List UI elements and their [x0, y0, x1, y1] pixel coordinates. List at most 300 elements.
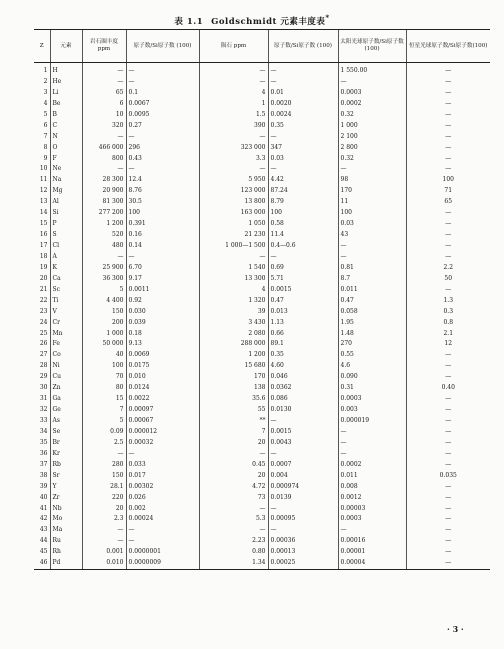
table-cell: — — [406, 230, 490, 241]
table-cell: 0.0175 — [126, 361, 199, 372]
table-cell: — — [82, 63, 126, 77]
table-cell: 480 — [82, 241, 126, 252]
table-cell: 0.4—0.6 — [268, 241, 338, 252]
table-cell: 11 — [338, 197, 406, 208]
table-cell: 0.0000009 — [126, 558, 199, 569]
table-cell: H — [50, 63, 82, 77]
table-row — [34, 493, 490, 504]
table-cell: 10 — [82, 110, 126, 121]
table-cell: 2.5 — [82, 438, 126, 449]
table-row — [34, 63, 490, 77]
table-cell: 0.35 — [268, 121, 338, 132]
table-cell: 2.23 — [199, 536, 268, 547]
table-cell: — — [82, 132, 126, 143]
table-row — [34, 241, 490, 252]
table-cell: 2.3 — [82, 514, 126, 525]
table-cell: 29 — [39, 373, 48, 381]
table-cell: 4 — [199, 285, 268, 296]
table-cell: 5 — [82, 285, 126, 296]
table-cell: 36 300 — [82, 274, 126, 285]
table-cell: — — [406, 143, 490, 154]
table-cell: 288 000 — [199, 339, 268, 350]
table-cell: 0.8 — [406, 318, 490, 329]
table-cell: 98 — [338, 175, 406, 186]
table-cell: 0.003 — [338, 405, 406, 416]
table-cell: 4.6 — [338, 361, 406, 372]
table-cell: 200 — [82, 318, 126, 329]
table-row — [34, 339, 490, 350]
page-number: · 3 · — [447, 624, 464, 634]
table-cell: — — [406, 482, 490, 493]
table-cell: ** — [199, 416, 268, 427]
table-cell: 0.00003 — [338, 504, 406, 515]
table-cell: — — [126, 252, 199, 263]
table-cell: 20 900 — [82, 186, 126, 197]
table-cell: 65 — [406, 197, 490, 208]
table-cell: 0.14 — [126, 241, 199, 252]
table-cell: 1 050 — [199, 219, 268, 230]
table-row — [34, 525, 490, 536]
table-cell: Si — [50, 208, 82, 219]
table-row — [34, 504, 490, 515]
table-cell: 1.3 — [406, 296, 490, 307]
table-cell: 0.0002 — [338, 99, 406, 110]
table-cell: 12 — [406, 339, 490, 350]
table-cell: — — [268, 164, 338, 175]
table-row — [34, 427, 490, 438]
table-cell: 28.1 — [82, 482, 126, 493]
table-row — [34, 274, 490, 285]
table-cell: 73 — [199, 493, 268, 504]
table-cell: 0.010 — [82, 558, 126, 569]
table-row — [34, 449, 490, 460]
table-cell: 0.00016 — [338, 536, 406, 547]
table-cell: Cl — [50, 241, 82, 252]
table-cell: 0.090 — [338, 372, 406, 383]
table-row — [34, 438, 490, 449]
table-cell: — — [406, 416, 490, 427]
table-cell: — — [199, 525, 268, 536]
table-cell: 20 — [199, 438, 268, 449]
table-cell: 100 — [338, 208, 406, 219]
table-cell: 0.0069 — [126, 350, 199, 361]
table-cell: 46 — [34, 558, 50, 569]
table-cell: 0.391 — [126, 219, 199, 230]
table-cell: 65 — [82, 88, 126, 99]
table-cell: 0.0024 — [268, 110, 338, 121]
table-cell: 38 — [39, 471, 48, 479]
table-cell: 41 — [39, 504, 48, 512]
table-cell: — — [268, 525, 338, 536]
table-cell: Ti — [50, 296, 82, 307]
table-cell: Mn — [50, 329, 82, 340]
column-header-7: 恒星光球原子数/Si原子数(100) — [406, 30, 490, 63]
table-cell: C — [50, 121, 82, 132]
table-row — [34, 175, 490, 186]
table-cell: 150 — [82, 307, 126, 318]
table-cell: 8.76 — [126, 186, 199, 197]
table-cell: — — [406, 350, 490, 361]
table-cell: 270 — [338, 339, 406, 350]
table-cell: — — [406, 252, 490, 263]
table-cell: — — [82, 525, 126, 536]
caption-label: 表 1.1 — [174, 16, 204, 27]
table-row — [34, 307, 490, 318]
table-cell: 40 — [82, 350, 126, 361]
table-cell: 6 — [43, 121, 48, 129]
table-cell: Cr — [50, 318, 82, 329]
table-cell: — — [406, 132, 490, 143]
table-cell: 0.47 — [338, 296, 406, 307]
table-cell: 2 100 — [338, 132, 406, 143]
table-cell: 3 430 — [199, 318, 268, 329]
table-cell: — — [406, 285, 490, 296]
table-cell: Mg — [50, 186, 82, 197]
table-cell: 12 — [39, 187, 48, 195]
table-cell: — — [126, 449, 199, 460]
table-cell: 0.58 — [268, 219, 338, 230]
table-cell: 35.6 — [199, 394, 268, 405]
table-cell: 100 — [82, 361, 126, 372]
table-cell: Rb — [50, 460, 82, 471]
table-cell: — — [82, 252, 126, 263]
table-cell: 138 — [199, 383, 268, 394]
table-cell: 1 — [199, 99, 268, 110]
table-body — [34, 63, 490, 570]
table-cell: — — [406, 405, 490, 416]
table-cell: 296 — [126, 143, 199, 154]
table-cell: Li — [50, 88, 82, 99]
table-cell: 18 — [39, 252, 48, 260]
table-cell: 0.004 — [268, 471, 338, 482]
table-cell: 0.0011 — [126, 285, 199, 296]
table-cell: 0.010 — [126, 372, 199, 383]
table-cell: 0.001 — [82, 547, 126, 558]
table-cell: 150 — [82, 471, 126, 482]
table-cell: 2.1 — [406, 329, 490, 340]
table-cell: — — [126, 164, 199, 175]
table-cell: 43 — [39, 526, 48, 534]
table-cell: 0.0067 — [126, 99, 199, 110]
table-cell: — — [406, 99, 490, 110]
table-cell: 1 000 — [338, 121, 406, 132]
table-row — [34, 514, 490, 525]
table-cell: 21 — [39, 285, 48, 293]
table-cell: — — [406, 361, 490, 372]
table-cell: — — [406, 121, 490, 132]
table-row — [34, 394, 490, 405]
table-cell: — — [406, 449, 490, 460]
table-row — [34, 88, 490, 99]
table-cell: 0.66 — [268, 329, 338, 340]
table-cell: 1.13 — [268, 318, 338, 329]
table-cell: 3 — [43, 88, 48, 96]
table-cell: — — [268, 63, 338, 77]
table-cell: 8.79 — [268, 197, 338, 208]
table-cell: 9.13 — [126, 339, 199, 350]
table-cell: 10 — [39, 165, 48, 173]
table-header — [34, 30, 490, 63]
table-cell: 0.43 — [126, 154, 199, 165]
table-cell: 70 — [82, 372, 126, 383]
table-cell: 89.1 — [268, 339, 338, 350]
table-cell: 19 — [39, 263, 48, 271]
table-row — [34, 558, 490, 569]
column-header-6: 太阳光球原子数/Si原子数(100) — [338, 30, 406, 63]
table-cell: 0.002 — [126, 504, 199, 515]
table-cell: Ne — [50, 164, 82, 175]
table-cell: P — [50, 219, 82, 230]
table-row — [34, 186, 490, 197]
table-cell: 25 — [39, 329, 48, 337]
column-header-0: Z — [34, 30, 50, 63]
table-cell: Be — [50, 99, 82, 110]
table-cell: — — [406, 219, 490, 230]
table-cell: 0.31 — [338, 383, 406, 394]
table-cell: 21 230 — [199, 230, 268, 241]
table-cell: Ca — [50, 274, 82, 285]
table-cell: 0.000012 — [126, 427, 199, 438]
table-cell: 0.0003 — [338, 88, 406, 99]
table-cell: 40 — [39, 493, 48, 501]
table-cell: 1 000 — [82, 329, 126, 340]
table-cell: 6 — [82, 99, 126, 110]
table-cell: 3.3 — [199, 154, 268, 165]
table-cell: — — [338, 449, 406, 460]
table-cell: 1.95 — [338, 318, 406, 329]
table-cell: 43 — [338, 230, 406, 241]
table-cell: Ni — [50, 361, 82, 372]
column-header-4: 陨石 ppm — [199, 30, 268, 63]
table-cell: — — [406, 504, 490, 515]
table-cell: 23 — [39, 307, 48, 315]
table-cell: 5 — [43, 110, 48, 118]
table-cell: Ge — [50, 405, 82, 416]
table-cell: 320 — [82, 121, 126, 132]
table-cell: — — [268, 132, 338, 143]
table-cell: 0.16 — [126, 230, 199, 241]
table-cell: 0.00302 — [126, 482, 199, 493]
table-cell: Sr — [50, 471, 82, 482]
table-cell: — — [126, 63, 199, 77]
table-cell: — — [338, 252, 406, 263]
table-cell: 35 — [39, 438, 48, 446]
table-cell: 4.42 — [268, 175, 338, 186]
table-cell: 0.1 — [126, 88, 199, 99]
table-cell: Kr — [50, 449, 82, 460]
table-cell: 16 — [39, 231, 48, 239]
table-cell: S — [50, 230, 82, 241]
table-cell: 1.5 — [199, 110, 268, 121]
table-cell: 13 300 — [199, 274, 268, 285]
table-row — [34, 99, 490, 110]
table-cell: 4 400 — [82, 296, 126, 307]
table-cell: 0.01 — [268, 88, 338, 99]
table-row — [34, 405, 490, 416]
table-cell: 87.24 — [268, 186, 338, 197]
table-cell: 20 — [82, 504, 126, 515]
table-cell: 4.72 — [199, 482, 268, 493]
table-cell: — — [199, 504, 268, 515]
table-cell: — — [199, 132, 268, 143]
table-cell: — — [82, 536, 126, 547]
table-cell: — — [199, 252, 268, 263]
table-cell: 0.058 — [338, 307, 406, 318]
table-cell: Zr — [50, 493, 82, 504]
table-cell: 170 — [338, 186, 406, 197]
table-cell: 0.80 — [199, 547, 268, 558]
table-row — [34, 110, 490, 121]
table-cell: 30 — [39, 384, 48, 392]
table-cell: 20 — [199, 471, 268, 482]
table-cell: — — [406, 241, 490, 252]
table-cell: 0.00067 — [126, 416, 199, 427]
table-cell: 0.013 — [268, 307, 338, 318]
table-cell: 11 — [39, 176, 48, 184]
table-cell: 1 000—1 500 — [199, 241, 268, 252]
table-cell: 0.039 — [126, 318, 199, 329]
table-cell: 0.011 — [338, 471, 406, 482]
table-cell: — — [338, 525, 406, 536]
table-cell: 0.03 — [338, 219, 406, 230]
table-cell: 0.008 — [338, 482, 406, 493]
table-cell: 55 — [199, 405, 268, 416]
table-cell: 28 — [39, 362, 48, 370]
table-cell: 5 — [82, 416, 126, 427]
table-cell: Rh — [50, 547, 82, 558]
table-cell: 0.000019 — [338, 416, 406, 427]
column-header-3: 原子数/Si原子数 (100) — [126, 30, 199, 63]
table-cell: — — [82, 164, 126, 175]
table-cell: 20 — [39, 274, 48, 282]
table-cell: A — [50, 252, 82, 263]
table-cell: 466 000 — [82, 143, 126, 154]
table-cell: Fe — [50, 339, 82, 350]
table-cell: N — [50, 132, 82, 143]
table-cell: As — [50, 416, 82, 427]
table-cell: Se — [50, 427, 82, 438]
table-cell: 25 900 — [82, 263, 126, 274]
table-cell: 24 — [39, 318, 48, 326]
table-row — [34, 383, 490, 394]
table-cell: 0.0003 — [338, 394, 406, 405]
table-cell: 26 — [39, 340, 48, 348]
table-row — [34, 350, 490, 361]
table-cell: — — [406, 394, 490, 405]
table-cell: 45 — [39, 548, 48, 556]
table-cell: 0.18 — [126, 329, 199, 340]
table-cell: 0.0022 — [126, 394, 199, 405]
table-cell: 0.0003 — [338, 514, 406, 525]
table-cell: 13 — [39, 198, 48, 206]
table-cell: 280 — [82, 460, 126, 471]
table-row — [34, 460, 490, 471]
table-row — [34, 230, 490, 241]
table-cell: 4 — [43, 99, 48, 107]
table-cell: — — [268, 504, 338, 515]
table-cell: — — [199, 63, 268, 77]
table-cell: 220 — [82, 493, 126, 504]
table-cell: 0.32 — [338, 110, 406, 121]
table-cell: 32 — [39, 406, 48, 414]
table-row — [34, 252, 490, 263]
table-cell: Ga — [50, 394, 82, 405]
table-cell: K — [50, 263, 82, 274]
table-cell: 0.92 — [126, 296, 199, 307]
table-cell: 0.09 — [82, 427, 126, 438]
table-cell: 1 320 — [199, 296, 268, 307]
table-cell: 17 — [39, 242, 48, 250]
table-row — [34, 77, 490, 88]
table-cell: 8.7 — [338, 274, 406, 285]
table-cell: 71 — [406, 186, 490, 197]
table-cell: 1 200 — [199, 350, 268, 361]
abundance-table — [34, 29, 490, 570]
table-row — [34, 143, 490, 154]
table-cell: 0.00004 — [338, 558, 406, 569]
table-cell: 347 — [268, 143, 338, 154]
table-cell: 80 — [82, 383, 126, 394]
table-cell: 170 — [199, 372, 268, 383]
table-cell: 0.35 — [268, 350, 338, 361]
table-cell: — — [268, 449, 338, 460]
table-cell: 0.32 — [338, 154, 406, 165]
table-cell: 36 — [39, 449, 48, 457]
table-cell: 0.033 — [126, 460, 199, 471]
table-cell: Mo — [50, 514, 82, 525]
table-cell: 0.0002 — [338, 460, 406, 471]
table-cell: 5.3 — [199, 514, 268, 525]
table-cell: 0.00032 — [126, 438, 199, 449]
table-row — [34, 208, 490, 219]
table-cell: — — [82, 77, 126, 88]
table-cell: — — [338, 241, 406, 252]
table-cell: — — [406, 558, 490, 569]
table-cell: 0.00001 — [338, 547, 406, 558]
table-cell: O — [50, 143, 82, 154]
table-row — [34, 285, 490, 296]
table-cell: 37 — [39, 460, 48, 468]
table-row — [34, 296, 490, 307]
table-cell: 0.0015 — [268, 285, 338, 296]
table-cell: 0.47 — [268, 296, 338, 307]
table-cell: 15 — [39, 220, 48, 228]
table-cell: — — [199, 77, 268, 88]
table-cell: 0.03 — [268, 154, 338, 165]
table-cell: — — [406, 547, 490, 558]
table-cell: Nb — [50, 504, 82, 515]
table-cell: 0.69 — [268, 263, 338, 274]
table-cell: — — [406, 460, 490, 471]
table-cell: — — [406, 427, 490, 438]
table-cell: — — [338, 164, 406, 175]
table-cell: He — [50, 77, 82, 88]
table-cell: 0.00024 — [126, 514, 199, 525]
table-cell: 1 540 — [199, 263, 268, 274]
table-cell: Cu — [50, 372, 82, 383]
table-row — [34, 361, 490, 372]
table-cell: 520 — [82, 230, 126, 241]
table-row — [34, 219, 490, 230]
table-cell: 0.046 — [268, 372, 338, 383]
table-cell: — — [126, 525, 199, 536]
table-row — [34, 318, 490, 329]
table-cell: 39 — [199, 307, 268, 318]
column-header-2: 岩石圈丰度 ppm — [82, 30, 126, 63]
table-cell: — — [268, 77, 338, 88]
table-cell: 0.55 — [338, 350, 406, 361]
table-cell: Y — [50, 482, 82, 493]
